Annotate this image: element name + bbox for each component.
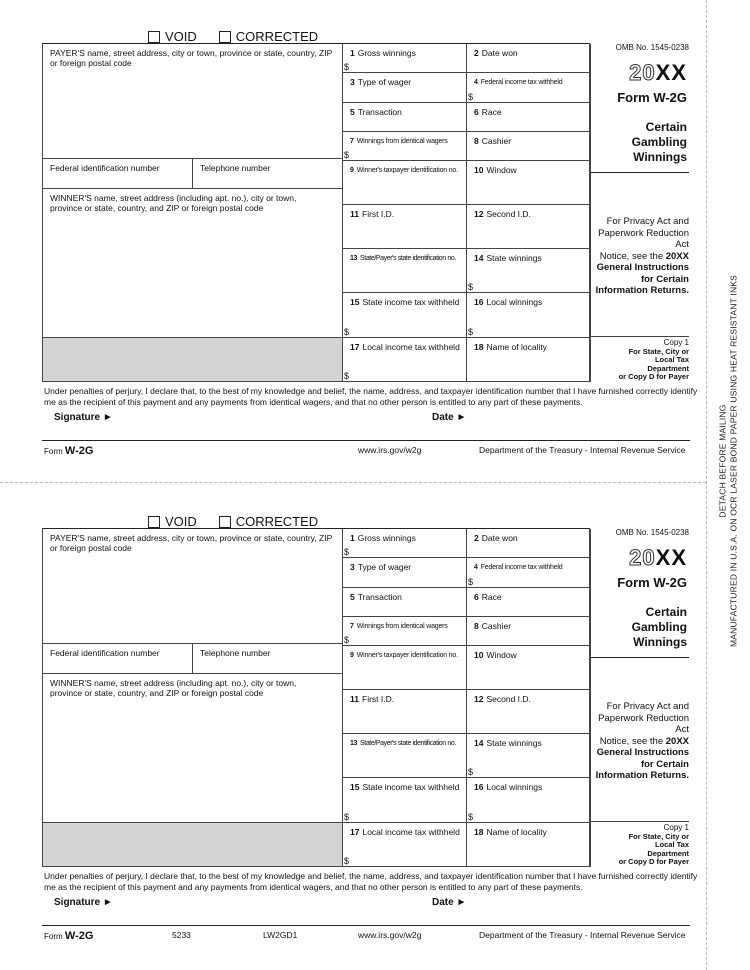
- copy-line-3: Local Tax: [654, 355, 689, 364]
- box-15-number: 15: [350, 297, 360, 307]
- signature-label[interactable]: Signature ►: [54, 897, 113, 908]
- privacy-year: 20XX: [665, 250, 689, 262]
- copy-line-2: For State, City or: [628, 831, 689, 841]
- box-4-number: 4: [474, 564, 478, 571]
- box-16-number: 16: [474, 782, 484, 792]
- box-11-number: 11: [350, 694, 359, 704]
- footer-rule: [42, 925, 690, 926]
- privacy-line-7: Information Returns.: [595, 770, 689, 781]
- footer-form-word: Form: [44, 447, 63, 456]
- dollar-sign: $: [344, 812, 350, 822]
- year-prefix: 20: [629, 545, 656, 570]
- box-6-label: Race: [481, 107, 502, 117]
- title-line-3: Winnings: [633, 150, 687, 164]
- privacy-line-7: Information Returns.: [595, 285, 689, 296]
- privacy-line-1: For Privacy Act and: [606, 216, 689, 227]
- year-suffix: XX: [655, 545, 687, 570]
- box-6-number: 6: [474, 592, 479, 602]
- telephone-field[interactable]: [193, 644, 343, 674]
- box-5-number: 5: [350, 592, 355, 602]
- box-4-label: Federal income tax withheld: [480, 79, 563, 86]
- box-1-number: 1: [350, 48, 355, 58]
- copy-line-4: Department: [647, 363, 689, 373]
- footer-form-number: W-2G: [64, 930, 94, 942]
- dollar-sign: $: [344, 856, 350, 866]
- void-checkbox[interactable]: [148, 31, 160, 43]
- box-10-label: Window: [486, 650, 517, 660]
- box-2-number: 2: [474, 48, 479, 58]
- signature-label[interactable]: Signature ►: [54, 412, 113, 423]
- box-6-number: 6: [474, 107, 479, 117]
- privacy-notice: [591, 216, 689, 297]
- box-9-winner-tin[interactable]: [343, 161, 467, 205]
- title-line-2: Gambling: [631, 620, 687, 634]
- footer-code-1: 5233: [172, 930, 191, 940]
- omb-number: OMB No. 1545-0238: [615, 528, 689, 537]
- copy-line-1: Copy 1: [663, 823, 689, 832]
- box-5-transaction[interactable]: [343, 588, 467, 617]
- box-17-number: 17: [350, 342, 360, 352]
- box-14-state-winnings[interactable]: [467, 734, 591, 778]
- box-6-race[interactable]: [467, 103, 591, 132]
- telephone-field[interactable]: [193, 159, 343, 189]
- form-copy-upper: [0, 20, 706, 490]
- box-3-type-of-wager[interactable]: [343, 558, 467, 588]
- box-5-number: 5: [350, 107, 355, 117]
- box-4-federal-tax-withheld[interactable]: [467, 73, 591, 103]
- box-1-label: Gross winnings: [357, 533, 416, 543]
- box-3-label: Type of wager: [357, 77, 412, 87]
- title-line-3: Winnings: [633, 635, 687, 649]
- box-8-number: 8: [474, 136, 479, 146]
- vertical-tear-line: [706, 0, 707, 970]
- box-11-number: 11: [350, 209, 359, 219]
- date-label[interactable]: Date ►: [432, 412, 467, 423]
- dollar-sign: $: [468, 812, 474, 822]
- privacy-line-4: [591, 251, 689, 263]
- privacy-line-4-text: Notice, see the: [599, 250, 666, 262]
- dollar-sign: $: [468, 327, 474, 337]
- form-grid: [42, 43, 590, 382]
- footer-form-id: [44, 930, 93, 942]
- federal-id-field[interactable]: [43, 159, 193, 189]
- box-15-number: 15: [350, 782, 360, 792]
- box-8-number: 8: [474, 621, 479, 631]
- box-9-number: 9: [350, 167, 354, 174]
- omb-number: OMB No. 1545-0238: [615, 43, 689, 52]
- footer-form-id: [44, 445, 93, 457]
- box-16-label: Local winnings: [486, 782, 543, 792]
- dollar-sign: $: [344, 547, 350, 557]
- box-16-label: Local winnings: [486, 297, 543, 307]
- box-4-number: 4: [474, 79, 478, 86]
- dollar-sign: $: [468, 577, 474, 587]
- box-16-local-winnings[interactable]: [467, 293, 591, 338]
- box-9-number: 9: [350, 652, 354, 659]
- box-13-state-id[interactable]: [343, 734, 467, 778]
- box-9-label: Winner's taxpayer identification no.: [356, 652, 458, 659]
- box-8-label: Cashier: [481, 621, 512, 631]
- title-line-2: Gambling: [631, 135, 687, 149]
- box-10-label: Window: [486, 165, 517, 175]
- divider: [591, 821, 689, 822]
- box-4-federal-tax-withheld[interactable]: [467, 558, 591, 588]
- box-14-label: State winnings: [486, 738, 542, 748]
- form-name: Form W-2G: [617, 575, 687, 590]
- form-title: [591, 120, 687, 165]
- year-prefix: 20: [629, 60, 656, 85]
- box-7-number: 7: [350, 138, 354, 145]
- void-corrected-row: [148, 514, 340, 529]
- privacy-line-1: For Privacy Act and: [606, 701, 689, 712]
- box-7-label: Winnings from identical wagers: [356, 138, 448, 145]
- copy-line-3: Local Tax: [654, 840, 689, 849]
- footer-form-number: W-2G: [64, 445, 94, 457]
- dollar-sign: $: [344, 371, 350, 381]
- box-12-second-id[interactable]: [467, 690, 591, 734]
- box-4-label: Federal income tax withheld: [480, 564, 563, 571]
- box-2-number: 2: [474, 533, 479, 543]
- footer-department: Department of the Treasury - Internal Revenue Service: [479, 445, 686, 455]
- date-label[interactable]: Date ►: [432, 897, 467, 908]
- winner-field[interactable]: [43, 189, 343, 338]
- tax-year: [591, 60, 687, 86]
- box-14-number: 14: [474, 253, 484, 263]
- title-line-1: Certain: [645, 120, 687, 134]
- void-checkbox[interactable]: [148, 516, 160, 528]
- dollar-sign: $: [344, 62, 350, 72]
- shaded-area: [43, 338, 343, 382]
- copy-line-2: For State, City or: [628, 346, 689, 356]
- footer-rule: [42, 440, 690, 441]
- privacy-line-5: General Instructions: [596, 747, 689, 758]
- box-18-locality-name[interactable]: [467, 823, 591, 867]
- box-13-number: 13: [350, 740, 357, 747]
- payer-label: PAYER'S name, street address, city or town, province or state, country, ZIP or foreign postal code: [50, 533, 333, 553]
- privacy-line-3: Act: [675, 239, 689, 250]
- copy-line-5: or Copy D for Payer: [618, 857, 689, 866]
- winner-field[interactable]: [43, 674, 343, 823]
- box-12-number: 12: [474, 694, 484, 704]
- box-9-winner-tin[interactable]: [343, 646, 467, 690]
- box-11-label: First I.D.: [362, 209, 395, 219]
- box-18-number: 18: [474, 342, 484, 352]
- side-manufacturing-text: [718, 201, 739, 721]
- perjury-statement: Under penalties of perjury, I declare that, to the best of my knowledge and belief, the name, address, and taxpayer identification number that I have furnished correctly identify me as the recipient of this payment and any payments from identical wagers, and that no other person is entitled to any part of these payments.: [44, 871, 698, 892]
- dollar-sign: $: [344, 150, 350, 160]
- box-12-second-id[interactable]: [467, 205, 591, 249]
- telephone-label: Telephone number: [200, 648, 271, 658]
- federal-id-field[interactable]: [43, 644, 193, 674]
- box-17-label: Local income tax withheld: [362, 827, 460, 837]
- tax-year: [591, 545, 687, 571]
- divider: [591, 336, 689, 337]
- box-11-first-id[interactable]: [343, 690, 467, 734]
- privacy-line-5: General Instructions: [596, 262, 689, 273]
- copy-designation: [591, 339, 689, 382]
- box-2-date-won[interactable]: [467, 44, 591, 73]
- corrected-label: CORRECTED: [235, 514, 319, 529]
- copy-line-4: Department: [647, 848, 689, 858]
- federal-id-label: Federal identification number: [50, 648, 160, 658]
- box-2-label: Date won: [481, 48, 518, 58]
- box-17-local-tax-withheld[interactable]: [343, 338, 467, 382]
- box-13-label: State/Payer's state identification no.: [360, 740, 456, 747]
- box-13-state-id[interactable]: [343, 249, 467, 293]
- box-2-date-won[interactable]: [467, 529, 591, 558]
- box-17-label: Local income tax withheld: [362, 342, 460, 352]
- box-18-label: Name of locality: [486, 827, 547, 837]
- box-1-gross-winnings[interactable]: [343, 44, 467, 73]
- footer-url[interactable]: www.irs.gov/w2g: [358, 930, 422, 940]
- box-1-label: Gross winnings: [357, 48, 416, 58]
- void-corrected-row: [148, 29, 340, 44]
- box-15-state-tax-withheld[interactable]: [343, 778, 467, 823]
- box-14-label: State winnings: [486, 253, 542, 263]
- manufactured-note: MANUFACTURED IN U.S.A. ON OCR LASER BOND PAPER USING HEAT RESISTANT INKS: [728, 274, 738, 648]
- box-11-first-id[interactable]: [343, 205, 467, 249]
- footer-form-word: Form: [44, 932, 63, 941]
- box-1-number: 1: [350, 533, 355, 543]
- box-8-label: Cashier: [481, 136, 512, 146]
- privacy-line-3: Act: [675, 724, 689, 735]
- year-suffix: XX: [655, 60, 687, 85]
- box-6-label: Race: [481, 592, 502, 602]
- form-grid: [42, 528, 590, 867]
- privacy-line-2: Paperwork Reduction: [598, 712, 689, 724]
- divider: [591, 172, 689, 173]
- box-12-label: Second I.D.: [486, 209, 531, 219]
- box-17-number: 17: [350, 827, 360, 837]
- form-copy-lower: [0, 505, 706, 970]
- dollar-sign: $: [468, 92, 474, 102]
- privacy-line-4: [591, 736, 689, 748]
- box-10-number: 10: [474, 650, 484, 660]
- box-2-label: Date won: [481, 533, 518, 543]
- box-3-number: 3: [350, 77, 355, 87]
- payer-field[interactable]: [43, 44, 343, 159]
- dollar-sign: $: [344, 635, 350, 645]
- payer-field[interactable]: [43, 529, 343, 644]
- box-17-local-tax-withheld[interactable]: [343, 823, 467, 867]
- form-name: Form W-2G: [617, 90, 687, 105]
- form-title: [591, 605, 687, 650]
- footer-url[interactable]: www.irs.gov/w2g: [358, 445, 422, 455]
- box-5-label: Transaction: [357, 592, 402, 602]
- box-15-label: State income tax withheld: [362, 782, 460, 792]
- box-18-label: Name of locality: [486, 342, 547, 352]
- box-13-number: 13: [350, 255, 357, 262]
- box-7-identical-wagers[interactable]: [343, 132, 467, 161]
- box-6-race[interactable]: [467, 588, 591, 617]
- box-7-number: 7: [350, 623, 354, 630]
- box-3-number: 3: [350, 562, 355, 572]
- privacy-year: 20XX: [665, 735, 689, 747]
- void-label: VOID: [165, 514, 197, 529]
- privacy-notice: [591, 701, 689, 782]
- payer-label: PAYER'S name, street address, city or town, province or state, country, ZIP or foreign postal code: [50, 48, 333, 68]
- box-13-label: State/Payer's state identification no.: [360, 255, 456, 262]
- corrected-checkbox[interactable]: [219, 516, 231, 528]
- box-12-number: 12: [474, 209, 484, 219]
- winner-label: WINNER'S name, street address (including apt. no.), city or town, province or state, country, and ZIP or foreign postal code: [50, 193, 297, 213]
- box-15-state-tax-withheld[interactable]: [343, 293, 467, 338]
- void-label: VOID: [165, 29, 197, 44]
- box-14-number: 14: [474, 738, 484, 748]
- dollar-sign: $: [468, 282, 474, 292]
- box-8-cashier[interactable]: [467, 617, 591, 646]
- perjury-statement: Under penalties of perjury, I declare that, to the best of my knowledge and belief, the name, address, and taxpayer identification number that I have furnished correctly identify me as the recipient of this payment and any payments from identical wagers, and that no other person is entitled to any part of these payments.: [44, 386, 698, 407]
- box-14-state-winnings[interactable]: [467, 249, 591, 293]
- telephone-label: Telephone number: [200, 163, 271, 173]
- box-7-identical-wagers[interactable]: [343, 617, 467, 646]
- box-7-label: Winnings from identical wagers: [356, 623, 448, 630]
- box-5-label: Transaction: [357, 107, 402, 117]
- box-10-number: 10: [474, 165, 484, 175]
- winner-label: WINNER'S name, street address (including apt. no.), city or town, province or state, country, and ZIP or foreign postal code: [50, 678, 297, 698]
- box-3-label: Type of wager: [357, 562, 412, 572]
- privacy-line-4-text: Notice, see the: [599, 735, 666, 747]
- divider: [591, 657, 689, 658]
- privacy-line-6: for Certain: [640, 758, 689, 770]
- box-10-window[interactable]: [467, 646, 591, 690]
- corrected-checkbox[interactable]: [219, 31, 231, 43]
- copy-line-1: Copy 1: [663, 338, 689, 347]
- box-5-transaction[interactable]: [343, 103, 467, 132]
- privacy-line-2: Paperwork Reduction: [598, 227, 689, 239]
- box-16-number: 16: [474, 297, 484, 307]
- box-18-number: 18: [474, 827, 484, 837]
- dollar-sign: $: [468, 767, 474, 777]
- box-15-label: State income tax withheld: [362, 297, 460, 307]
- copy-designation: [591, 824, 689, 867]
- box-3-type-of-wager[interactable]: [343, 73, 467, 103]
- box-12-label: Second I.D.: [486, 694, 531, 704]
- dollar-sign: $: [344, 327, 350, 337]
- box-8-cashier[interactable]: [467, 132, 591, 161]
- box-16-local-winnings[interactable]: [467, 778, 591, 823]
- title-line-1: Certain: [645, 605, 687, 619]
- box-9-label: Winner's taxpayer identification no.: [356, 167, 458, 174]
- copy-line-5: or Copy D for Payer: [618, 372, 689, 381]
- detach-note: DETACH BEFORE MAILING: [717, 404, 728, 518]
- corrected-label: CORRECTED: [235, 29, 319, 44]
- box-10-window[interactable]: [467, 161, 591, 205]
- box-18-locality-name[interactable]: [467, 338, 591, 382]
- box-11-label: First I.D.: [362, 694, 395, 704]
- box-1-gross-winnings[interactable]: [343, 529, 467, 558]
- privacy-line-6: for Certain: [640, 273, 689, 285]
- footer-code-2: LW2GD1: [263, 930, 298, 940]
- shaded-area: [43, 823, 343, 867]
- federal-id-label: Federal identification number: [50, 163, 160, 173]
- footer-department: Department of the Treasury - Internal Revenue Service: [479, 930, 686, 940]
